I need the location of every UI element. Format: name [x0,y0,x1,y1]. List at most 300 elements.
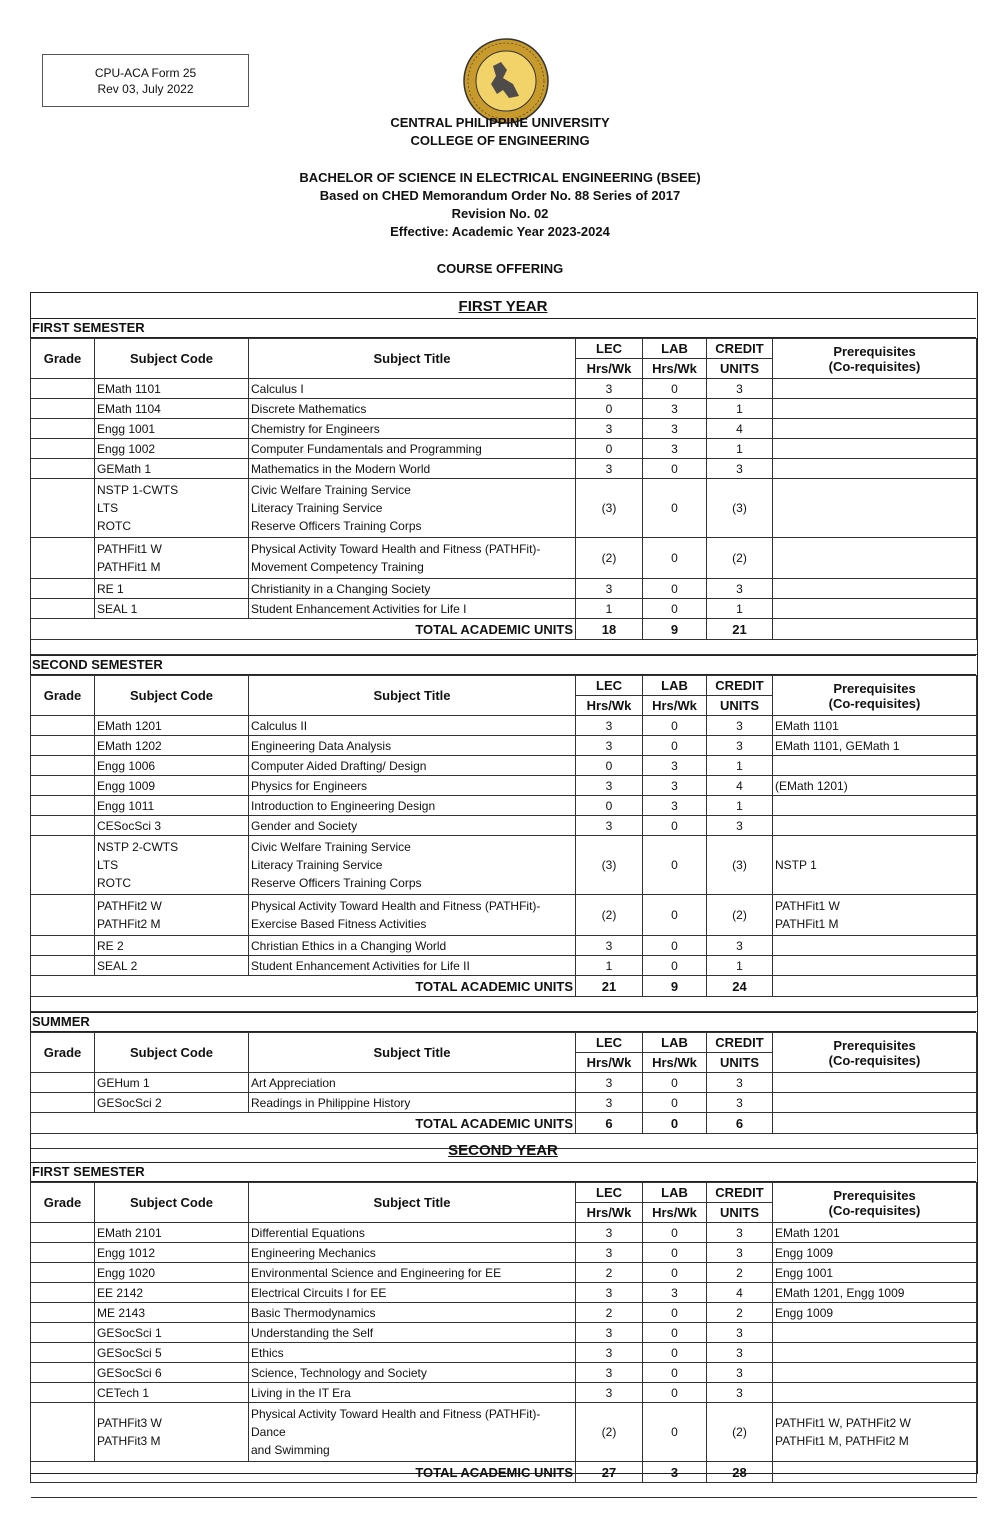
lec-hours: 3 [576,1073,643,1093]
lec-hours: 0 [576,439,643,459]
grade-cell [31,776,95,796]
lab-hours-header: Hrs/Wk [643,696,707,716]
units-header: UNITS [707,696,773,716]
lec-hours: 2 [576,1303,643,1323]
subject-code: Engg 1001 [95,419,249,439]
course-row [31,599,977,619]
grade-cell [31,399,95,419]
subject-title: Calculus I [249,379,576,399]
lec-hours-header: Hrs/Wk [576,359,643,379]
total-prereq-blank [773,976,977,997]
grade-cell [31,796,95,816]
subject-code: SEAL 1 [95,599,249,619]
grade-cell [31,439,95,459]
course-row [31,459,977,479]
subject-code: Engg 1011 [95,796,249,816]
subject-title: Art Appreciation [249,1073,576,1093]
effective-year: Effective: Academic Year 2023-2024 [390,224,610,239]
subject-title: Physics for Engineers [249,776,576,796]
lec-hours: (2) [576,538,643,579]
university-seal-logo [463,38,549,124]
grade-header: Grade [31,676,95,716]
total-lec: 18 [576,619,643,640]
credit-units: 3 [707,459,773,479]
prerequisites [773,796,977,816]
lec-hours: 0 [576,756,643,776]
lab-hours: 3 [643,796,707,816]
grade-cell [31,895,95,936]
prerequisites [773,538,977,579]
prerequisites [773,1383,977,1403]
units-header: UNITS [707,359,773,379]
prerequisites: PATHFit1 W PATHFit1 M [773,895,977,936]
credit-units: 3 [707,1243,773,1263]
credit-units: 3 [707,1323,773,1343]
section-title: COURSE OFFERING [436,261,564,276]
credit-units: 3 [707,1223,773,1243]
credit-header: CREDIT [707,339,773,359]
subject-title: Christianity in a Changing Society [249,579,576,599]
prerequisites-header: Prerequisites (Co-requisites) [773,339,977,379]
subject-code-header: Subject Code [95,1183,249,1223]
units-header: UNITS [707,1203,773,1223]
course-row [31,538,977,579]
subject-code-header: Subject Code [95,339,249,379]
total-credit: 24 [707,976,773,997]
prerequisites [773,439,977,459]
subject-title: Engineering Mechanics [249,1243,576,1263]
lec-hours-header: Hrs/Wk [576,1053,643,1073]
prerequisites [773,1073,977,1093]
lec-hours-header: Hrs/Wk [576,696,643,716]
subject-code: Engg 1002 [95,439,249,459]
subject-code: RE 2 [95,936,249,956]
lec-hours: 3 [576,379,643,399]
year-title: SECOND YEAR [448,1142,558,1159]
lab-hours: 0 [643,936,707,956]
section-spacer [31,640,977,655]
lec-header: LEC [576,339,643,359]
form-number-box [42,54,249,107]
prerequisites: (EMath 1201) [773,776,977,796]
subject-title: Physical Activity Toward Health and Fitness (PATHFit)- Movement Competency Training [249,538,576,579]
lab-hours-header: Hrs/Wk [643,1203,707,1223]
subject-code: NSTP 2-CWTS LTS ROTC [95,836,249,895]
lec-hours: 3 [576,736,643,756]
subject-title: Readings in Philippine History [249,1093,576,1113]
course-row [31,956,977,976]
credit-units: 3 [707,1363,773,1383]
grade-header: Grade [31,1183,95,1223]
semester-section [30,1012,976,1149]
lec-hours: 3 [576,1343,643,1363]
credit-units: 3 [707,736,773,756]
lec-hours: (2) [576,1403,643,1462]
prerequisites: Engg 1009 [773,1243,977,1263]
lab-header: LAB [643,676,707,696]
course-row [31,816,977,836]
total-credit: 6 [707,1113,773,1134]
lab-hours: 0 [643,1343,707,1363]
total-lab: 3 [643,1462,707,1483]
grade-cell [31,538,95,579]
subject-code: GESocSci 6 [95,1363,249,1383]
total-label: TOTAL ACADEMIC UNITS [249,976,576,997]
course-table [30,1032,977,1149]
subject-code: EMath 2101 [95,1223,249,1243]
semester-section [30,318,976,655]
lec-hours: 3 [576,1323,643,1343]
subject-code: EMath 1202 [95,736,249,756]
subject-code: PATHFit3 W PATHFit3 M [95,1403,249,1462]
prerequisites-header: Prerequisites (Co-requisites) [773,676,977,716]
subject-title: Introduction to Engineering Design [249,796,576,816]
course-row [31,1263,977,1283]
credit-units: (3) [707,479,773,538]
grade-header: Grade [31,1033,95,1073]
course-row [31,1243,977,1263]
subject-code: PATHFit2 W PATHFit2 M [95,895,249,936]
subject-title: Ethics [249,1343,576,1363]
year-title: FIRST YEAR [458,298,548,315]
prerequisites: NSTP 1 [773,836,977,895]
course-row [31,1363,977,1383]
course-row [31,756,977,776]
subject-title: Student Enhancement Activities for Life I [249,599,576,619]
total-lec: 21 [576,976,643,997]
course-row [31,1323,977,1343]
grade-cell [31,419,95,439]
semester-title: SUMMER [30,1012,976,1032]
program-title: BACHELOR OF SCIENCE IN ELECTRICAL ENGINEERING (BSEE) [299,170,701,185]
credit-units: (2) [707,895,773,936]
lab-hours: 0 [643,895,707,936]
subject-title: Discrete Mathematics [249,399,576,419]
prerequisites [773,579,977,599]
lab-hours: 0 [643,1093,707,1113]
credit-units: 2 [707,1303,773,1323]
lec-hours: 1 [576,956,643,976]
course-row [31,419,977,439]
course-row [31,1343,977,1363]
credit-units: 1 [707,796,773,816]
course-row [31,736,977,756]
lec-hours: 3 [576,1093,643,1113]
course-row [31,1403,977,1462]
lab-hours: 0 [643,459,707,479]
total-blank [31,976,249,997]
prerequisites [773,816,977,836]
subject-code: Engg 1006 [95,756,249,776]
lec-header: LEC [576,1033,643,1053]
subject-code: Engg 1009 [95,776,249,796]
grade-cell [31,1223,95,1243]
subject-title: Basic Thermodynamics [249,1303,576,1323]
course-row [31,796,977,816]
subject-title: Civic Welfare Training Service Literacy Training Service Reserve Officers Training Corps [249,836,576,895]
lab-hours: 3 [643,1283,707,1303]
prerequisites [773,936,977,956]
prerequisites [773,599,977,619]
grade-cell [31,1093,95,1113]
subject-code: NSTP 1-CWTS LTS ROTC [95,479,249,538]
lab-hours: 0 [643,1383,707,1403]
prerequisites: EMath 1101, GEMath 1 [773,736,977,756]
grade-cell [31,936,95,956]
form-code: CPU-ACA Form 25 [94,66,197,80]
lab-hours: 0 [643,956,707,976]
prerequisites-header: Prerequisites (Co-requisites) [773,1033,977,1073]
lec-hours-header: Hrs/Wk [576,1203,643,1223]
subject-code: PATHFit1 W PATHFit1 M [95,538,249,579]
lec-hours: 3 [576,1383,643,1403]
course-row [31,579,977,599]
total-prereq-blank [773,1113,977,1134]
lab-hours: 3 [643,399,707,419]
lec-header: LEC [576,1183,643,1203]
lab-header: LAB [643,1183,707,1203]
lab-hours: 0 [643,1303,707,1323]
subject-code: CETech 1 [95,1383,249,1403]
subject-code: CESocSci 3 [95,816,249,836]
lec-header: LEC [576,676,643,696]
lab-hours-header: Hrs/Wk [643,1053,707,1073]
course-row [31,716,977,736]
credit-units: 3 [707,379,773,399]
grade-cell [31,379,95,399]
lec-hours: (3) [576,836,643,895]
course-row [31,439,977,459]
ched-basis: Based on CHED Memorandum Order No. 88 Series of 2017 [319,188,681,203]
credit-header: CREDIT [707,1183,773,1203]
subject-code: SEAL 2 [95,956,249,976]
lab-hours: 0 [643,1243,707,1263]
subject-title-header: Subject Title [249,1033,576,1073]
subject-code-header: Subject Code [95,1033,249,1073]
subject-title: Environmental Science and Engineering for EE [249,1263,576,1283]
subject-title: Science, Technology and Society [249,1363,576,1383]
total-blank [31,619,249,640]
course-row [31,895,977,936]
semester-section [30,1162,976,1498]
subject-code: Engg 1020 [95,1263,249,1283]
lab-hours: 0 [643,379,707,399]
subject-title: Physical Activity Toward Health and Fitness (PATHFit)- Exercise Based Fitness Activities [249,895,576,936]
credit-units: 4 [707,776,773,796]
lab-hours: 0 [643,538,707,579]
lec-hours: 3 [576,459,643,479]
grade-cell [31,836,95,895]
prerequisites: Engg 1009 [773,1303,977,1323]
semester-title: FIRST SEMESTER [30,318,976,338]
prerequisites: PATHFit1 W, PATHFit2 W PATHFit1 M, PATHFit2 M [773,1403,977,1462]
total-row [31,976,977,997]
total-label: TOTAL ACADEMIC UNITS [249,1462,576,1483]
grade-cell [31,716,95,736]
subject-code: EMath 1201 [95,716,249,736]
grade-cell [31,1403,95,1462]
total-lec: 6 [576,1113,643,1134]
grade-cell [31,956,95,976]
prerequisites [773,956,977,976]
course-row [31,936,977,956]
prerequisites [773,756,977,776]
second-year-block [30,1140,976,1498]
subject-title: Electrical Circuits I for EE [249,1283,576,1303]
subject-title: Mathematics in the Modern World [249,459,576,479]
lec-hours: (2) [576,895,643,936]
credit-units: 3 [707,1093,773,1113]
total-blank [31,1113,249,1134]
subject-title: Computer Fundamentals and Programming [249,439,576,459]
subject-code: GESocSci 5 [95,1343,249,1363]
credit-units: 3 [707,1343,773,1363]
subject-title: Computer Aided Drafting/ Design [249,756,576,776]
total-row [31,619,977,640]
lab-hours: 0 [643,579,707,599]
subject-code: GESocSci 1 [95,1323,249,1343]
grade-cell [31,1073,95,1093]
course-row [31,1303,977,1323]
grade-cell [31,1323,95,1343]
revision-number: Revision No. 02 [451,206,549,221]
total-row [31,1113,977,1134]
subject-code-header: Subject Code [95,676,249,716]
course-row [31,1073,977,1093]
lab-hours: 0 [643,599,707,619]
subject-code: EMath 1101 [95,379,249,399]
credit-units: 1 [707,399,773,419]
grade-cell [31,599,95,619]
credit-units: 1 [707,439,773,459]
course-table [30,675,977,1012]
lab-hours: 0 [643,1263,707,1283]
units-header: UNITS [707,1053,773,1073]
form-revision: Rev 03, July 2022 [97,82,194,96]
credit-units: 3 [707,816,773,836]
subject-title: Engineering Data Analysis [249,736,576,756]
lab-hours: 0 [643,479,707,538]
subject-title: Student Enhancement Activities for Life II [249,956,576,976]
lab-hours: 3 [643,419,707,439]
credit-header: CREDIT [707,676,773,696]
total-lab: 0 [643,1113,707,1134]
lec-hours: 0 [576,796,643,816]
lab-hours: 0 [643,1323,707,1343]
prerequisites [773,1363,977,1383]
credit-units: 3 [707,716,773,736]
lec-hours: 3 [576,1363,643,1383]
semester-title: FIRST SEMESTER [30,1162,976,1182]
course-row [31,479,977,538]
total-lec: 27 [576,1462,643,1483]
grade-header: Grade [31,339,95,379]
section-spacer [31,997,977,1012]
total-lab: 9 [643,976,707,997]
grade-cell [31,1303,95,1323]
grade-cell [31,736,95,756]
total-credit: 28 [707,1462,773,1483]
credit-units: 4 [707,419,773,439]
lec-hours: 2 [576,1263,643,1283]
course-table [30,1182,977,1498]
course-row [31,1283,977,1303]
grade-cell [31,1343,95,1363]
lec-hours: 3 [576,936,643,956]
grade-cell [31,579,95,599]
grade-cell [31,1243,95,1263]
credit-units: 2 [707,1263,773,1283]
prerequisites [773,1093,977,1113]
lec-hours: 3 [576,1283,643,1303]
course-row [31,1383,977,1403]
prerequisites [773,1343,977,1363]
grade-cell [31,1363,95,1383]
total-row [31,1462,977,1483]
total-prereq-blank [773,1462,977,1483]
prerequisites [773,459,977,479]
prerequisites [773,399,977,419]
credit-units: 1 [707,756,773,776]
lec-hours: 3 [576,1243,643,1263]
lec-hours: (3) [576,479,643,538]
first-year-block [30,296,976,1149]
lab-hours: 0 [643,1403,707,1462]
subject-title: Understanding the Self [249,1323,576,1343]
lab-hours: 3 [643,439,707,459]
total-label: TOTAL ACADEMIC UNITS [249,1113,576,1134]
subject-title: Living in the IT Era [249,1383,576,1403]
lec-hours: 3 [576,776,643,796]
lec-hours: 3 [576,419,643,439]
course-row [31,836,977,895]
subject-title: Physical Activity Toward Health and Fitness (PATHFit)- Dance and Swimming [249,1403,576,1462]
total-blank [31,1462,249,1483]
lec-hours: 3 [576,579,643,599]
prerequisites: Engg 1001 [773,1263,977,1283]
credit-units: 3 [707,1073,773,1093]
subject-title-header: Subject Title [249,339,576,379]
total-credit: 21 [707,619,773,640]
subject-code: EMath 1104 [95,399,249,419]
subject-title: Gender and Society [249,816,576,836]
lec-hours: 3 [576,816,643,836]
total-lab: 9 [643,619,707,640]
course-row [31,1223,977,1243]
prerequisites [773,419,977,439]
grade-cell [31,756,95,776]
lec-hours: 3 [576,716,643,736]
credit-units: (3) [707,836,773,895]
lab-hours: 0 [643,816,707,836]
lab-hours: 3 [643,756,707,776]
course-row [31,1093,977,1113]
grade-cell [31,459,95,479]
lec-hours: 1 [576,599,643,619]
lab-hours: 3 [643,776,707,796]
lec-hours: 0 [576,399,643,419]
credit-units: 4 [707,1283,773,1303]
subject-title: Calculus II [249,716,576,736]
lab-header: LAB [643,339,707,359]
prerequisites [773,379,977,399]
credit-units: 3 [707,579,773,599]
grade-cell [31,1263,95,1283]
section-spacer [31,1483,977,1498]
credit-units: (2) [707,538,773,579]
lab-hours: 0 [643,736,707,756]
credit-units: 3 [707,936,773,956]
